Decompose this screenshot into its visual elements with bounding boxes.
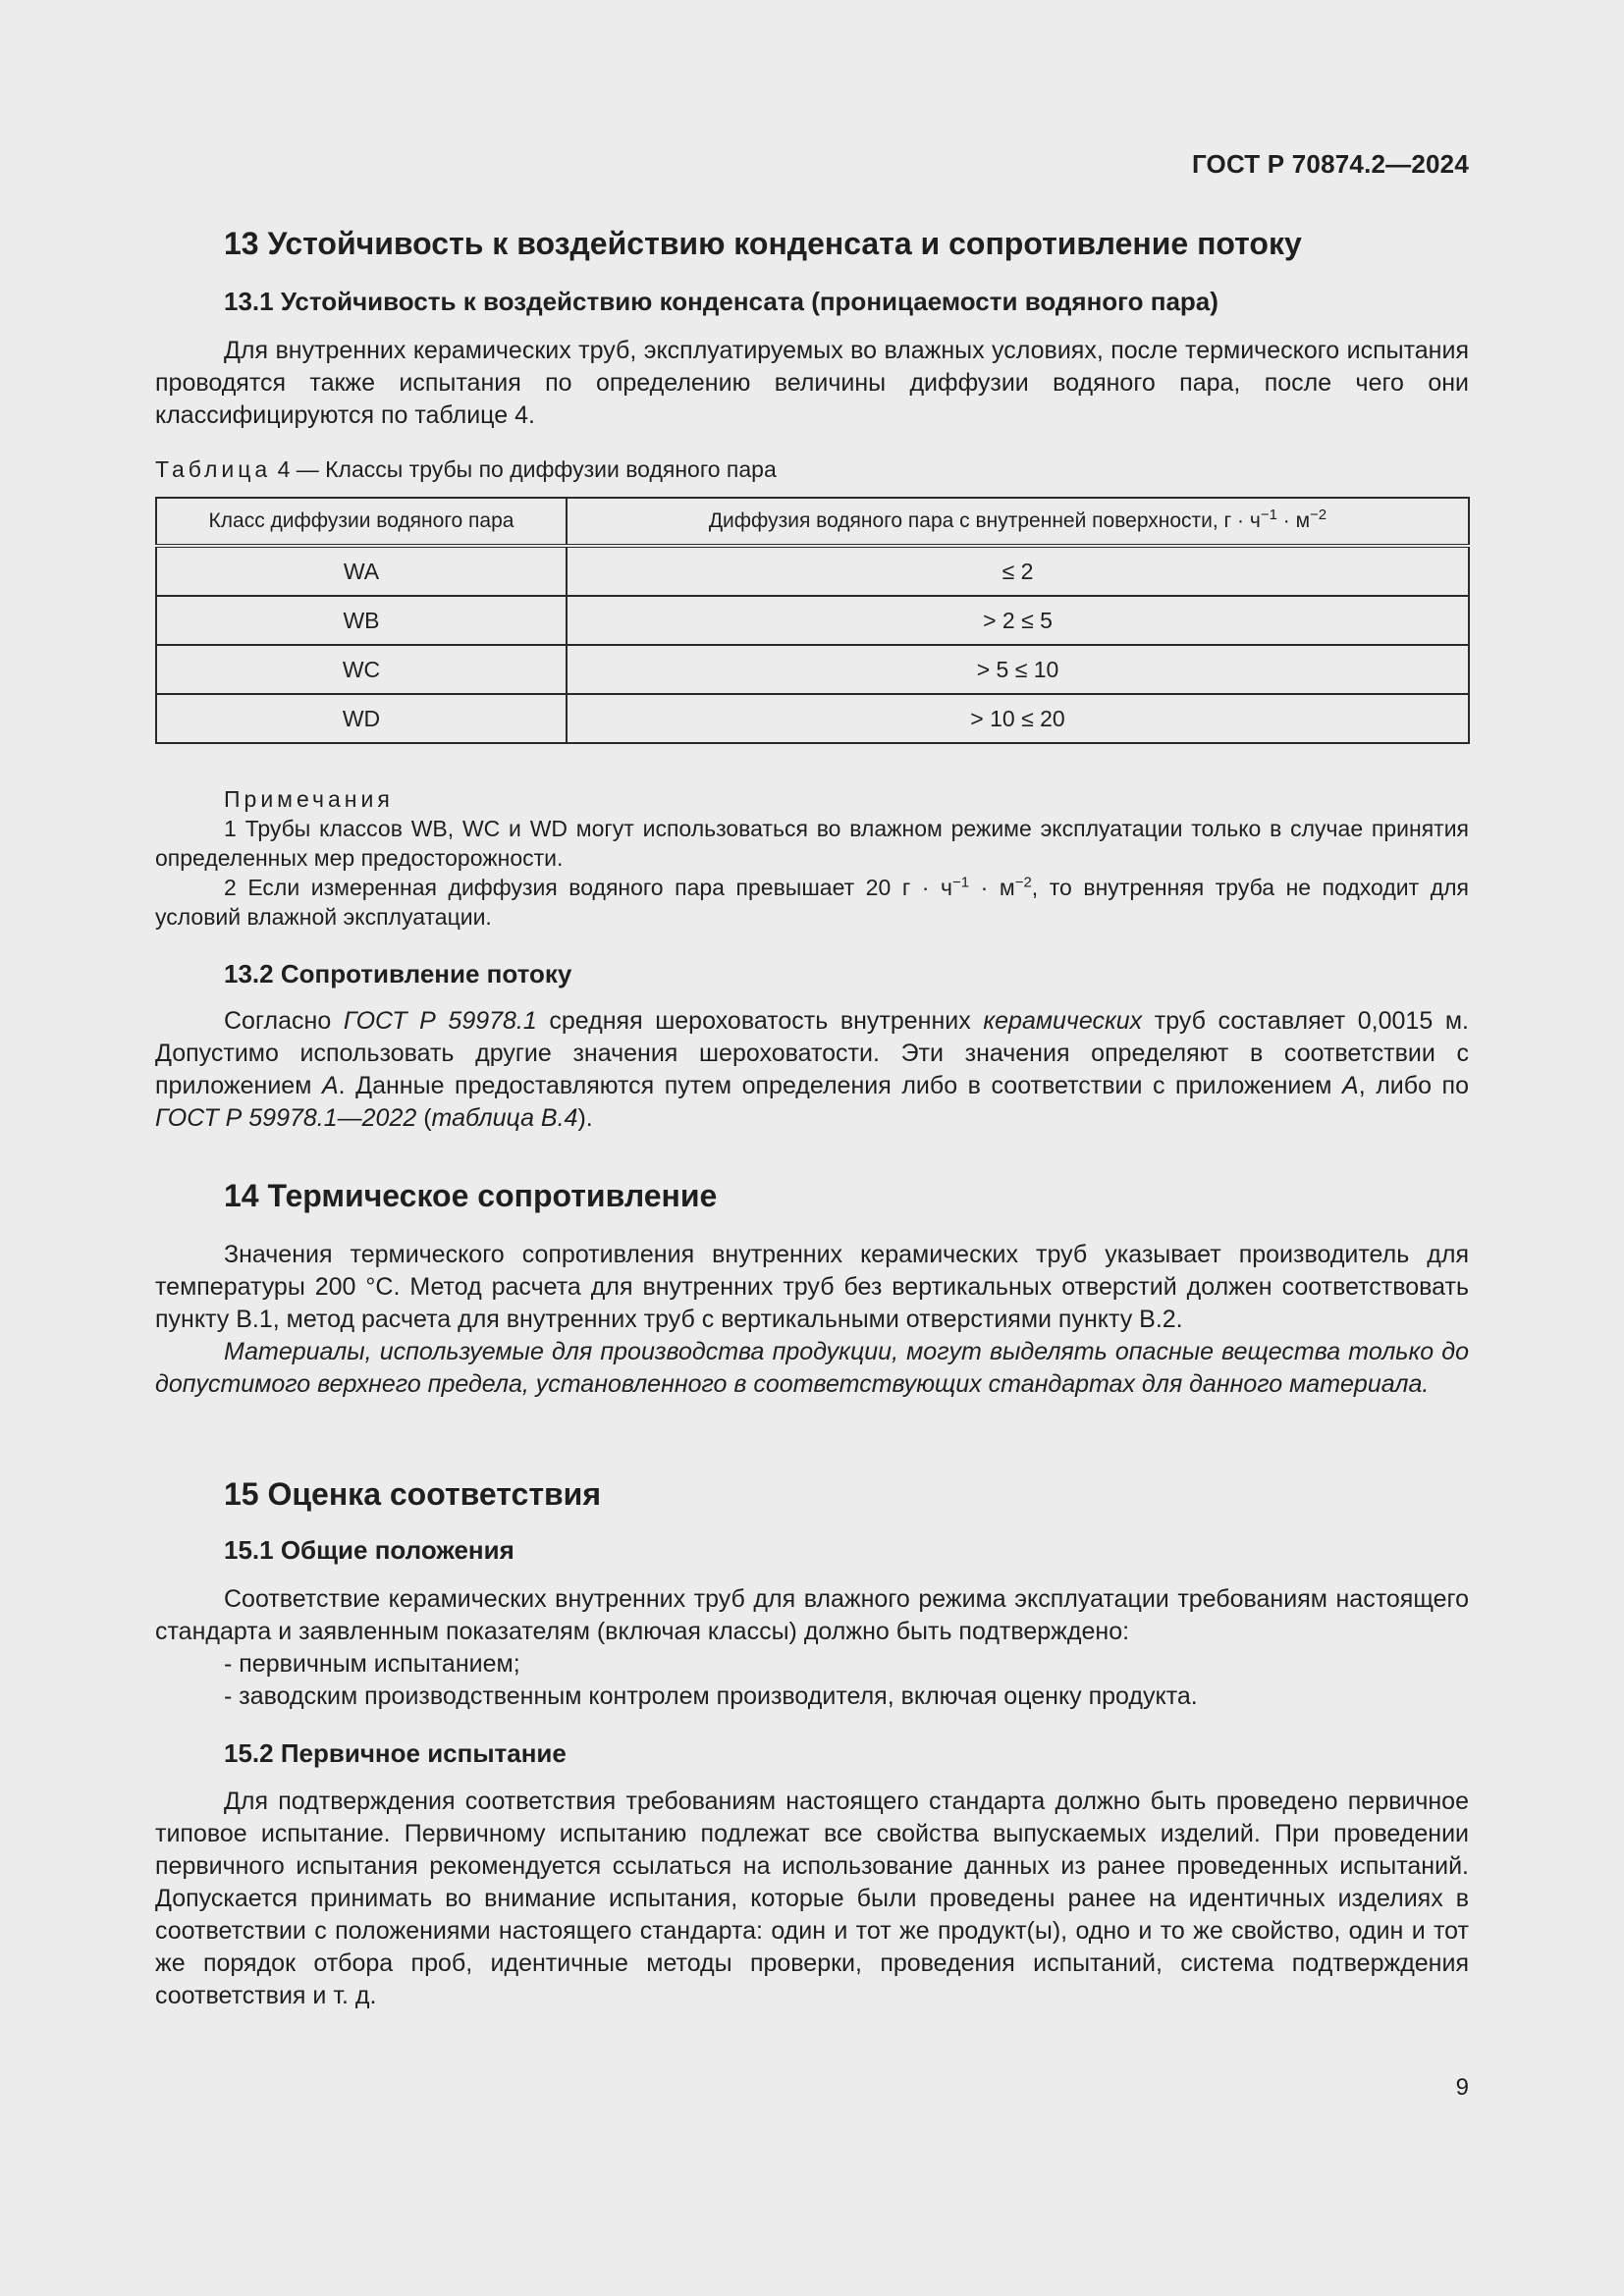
table-header-row (156, 498, 1469, 546)
list-item: - первичным испытанием; (224, 1650, 520, 1678)
section-13-1-title: 13.1 Устойчивость к воздействию конденсата (проницаемости водяного пара) (224, 287, 1218, 316)
header-diffusion-text: Диффузия водяного пара с внутренней поверхности, г · ч (708, 509, 1261, 532)
note-2-sup-1: −1 (951, 874, 970, 891)
section-13-title: 13 Устойчивость к воздействию конденсата и сопротивление потоку (224, 226, 1302, 261)
table-caption-prefix: Таблица (155, 456, 272, 482)
text-run: Согласно (224, 1007, 344, 1035)
section-13-1-paragraph: Для внутренних керамических труб, эксплуатируемых во влажных условиях, после термического испытания проводятся также испытания по определению величины диффузии водяного пара, после чего они классифицируются по таблице 4. (155, 337, 1469, 429)
note-2-text-c: , то внутренняя труба не подходит для условий влажной эксплуатации. (155, 875, 1469, 930)
header-sup-1: −1 (1260, 507, 1277, 523)
section-15-1-title: 15.1 Общие положения (224, 1535, 514, 1565)
table-cell-value: > 10 ≤ 20 (567, 694, 1469, 743)
list-item: - заводским производственным контролем производителя, включая оценку продукта. (224, 1682, 1198, 1710)
note-2 (155, 873, 1469, 932)
section-14-paragraph-2: Материалы, используемые для производства продукции, могут выделять опасные вещества только до допустимого верхнего предела, установленного в соответствующих стандартах для данного материала. (155, 1338, 1469, 1398)
text-run: . Данные предоставляются путем определения либо в соответствии с приложением (338, 1072, 1343, 1099)
note-2-sup-2: −2 (1014, 874, 1032, 891)
text-run: труб составляет 0,0015 м. Допустимо использовать другие значения шероховатости. Эти значения определяют в соответствии с приложением (155, 1007, 1469, 1099)
table-cell-class: WA (156, 546, 567, 596)
table-reference: таблица В.4 (431, 1104, 578, 1132)
table-row (156, 546, 1469, 596)
header-diffusion-unit: · м (1276, 509, 1311, 532)
section-13-2-paragraph (155, 1005, 1469, 1135)
header-sup-2: −2 (1310, 507, 1327, 523)
section-15-1-paragraph: Соответствие керамических внутренних труб для влажного режима эксплуатации требованиям настоящего стандарта и заявленным показателям (включая классы) должно быть подтверждено: (155, 1585, 1469, 1645)
table-cell-value: > 5 ≤ 10 (567, 645, 1469, 694)
text-run: средняя шероховатость внутренних (536, 1007, 984, 1035)
table-4-caption (155, 454, 1469, 484)
table-cell-class: WC (156, 645, 567, 694)
table-caption-text: 4 — Классы трубы по диффузии водяного пара (277, 456, 777, 482)
italic-term: керамических (983, 1007, 1143, 1035)
notes-title: Примечания (224, 786, 394, 812)
section-15-2-paragraph: Для подтверждения соответствия требованиям настоящего стандарта должно быть проведено первичное типовое испытание. Первичному испытанию подлежат все свойства выпускаемых изделий. При проведении первичного испытания рекомендуется ссылаться на использование данных из ранее проведенных испытаний. Допускается принимать во внимание испытания, которые были проведены ранее на идентичных изделиях в соответствии с положениями настоящего стандарта: один и тот же продукт(ы), одно и то же свойство, один и тот же порядок отбора проб, идентичные методы проверки, проведения испытаний, система подтверждения соответствия и т. д. (155, 1788, 1469, 2009)
section-15-title: 15 Оценка соответствия (224, 1476, 601, 1512)
note-1: 1 Трубы классов WB, WC и WD могут использоваться во влажном режиме эксплуатации только в случае принятия определенных мер предосторожности. (155, 816, 1469, 871)
table-row (156, 596, 1469, 645)
document-code: ГОСТ Р 70874.2—2024 (1191, 149, 1469, 179)
text-run: ). (577, 1104, 593, 1132)
table-cell-value: > 2 ≤ 5 (567, 596, 1469, 645)
table-cell-value: ≤ 2 (567, 546, 1469, 596)
section-14-paragraph-1: Значения термического сопротивления внутренних керамических труб указывает производитель для температуры 200 °С. Метод расчета для внутренних труб без вертикальных отверстий должен соответствовать пункту В.1, метод расчета для внутренних труб с вертикальными отверстиями пункту В.2. (155, 1241, 1469, 1333)
appendix-reference: А (321, 1072, 339, 1099)
table-4 (155, 497, 1470, 744)
table-row (156, 645, 1469, 694)
section-15-2-title: 15.2 Первичное испытание (224, 1738, 567, 1768)
standard-reference: ГОСТ Р 59978.1 (343, 1007, 537, 1035)
page-number: 9 (1455, 2074, 1469, 2101)
note-2-text-a: 2 Если измеренная диффузия водяного пара превышает 20 г · ч (224, 875, 952, 900)
text-run: , либо по (1358, 1072, 1470, 1099)
table-notes (155, 784, 1469, 932)
note-2-text-b: · м (969, 875, 1015, 900)
table-cell-class: WB (156, 596, 567, 645)
table-header-diffusion (567, 498, 1469, 546)
table-header-class: Класс диффузии водяного пара (156, 498, 567, 546)
appendix-reference: А (1342, 1072, 1359, 1099)
section-14-title: 14 Термическое сопротивление (224, 1178, 718, 1213)
standard-reference: ГОСТ Р 59978.1—2022 (155, 1104, 417, 1132)
text-run: ( (416, 1104, 432, 1132)
table-cell-class: WD (156, 694, 567, 743)
section-13-2-title: 13.2 Сопротивление потоку (224, 959, 572, 988)
table-row (156, 694, 1469, 743)
